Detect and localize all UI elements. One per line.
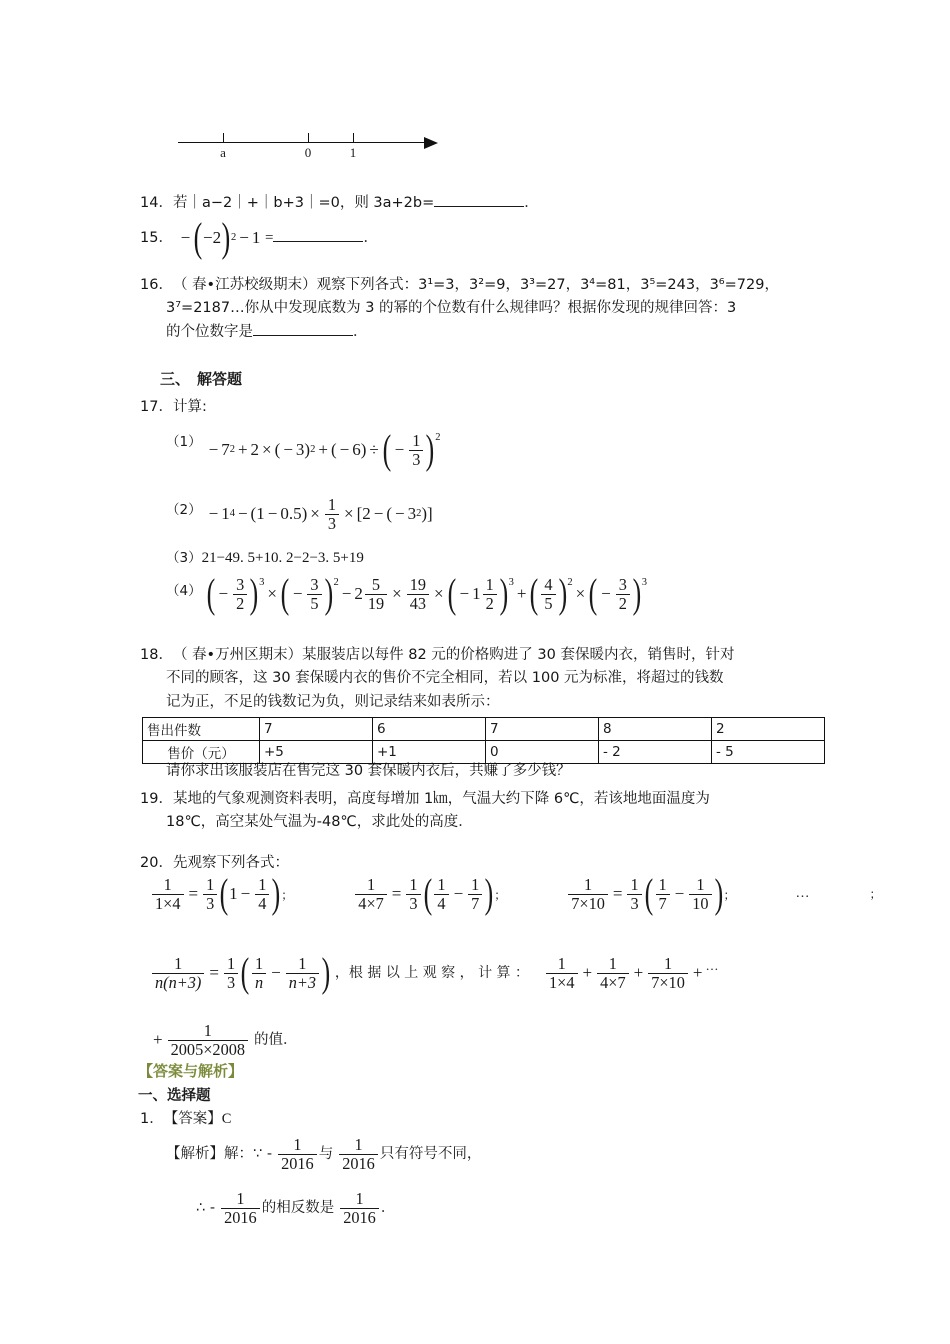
question-20 <box>140 852 289 875</box>
question-20-tail: 的值． <box>254 1031 298 1048</box>
question-19-number: 19． <box>140 791 173 807</box>
question-20-last-term-expression: + $\frac{1}{2005\times 2008}$ <box>150 1022 250 1058</box>
question-15-equals: = <box>264 230 274 246</box>
answer-item-1-number: 1． <box>140 1111 164 1127</box>
number-line-tick-0 <box>308 133 309 142</box>
section-three-number: 三、 <box>160 370 191 388</box>
section-three-title: 解答题 <box>197 370 243 388</box>
ex1-a: 1 <box>229 884 238 904</box>
answer-frac-4-num: 1 <box>355 1189 364 1208</box>
question-15-number: 15． <box>140 230 173 247</box>
table-cell-price-4: - 2 <box>599 741 712 764</box>
question-16-number: 16． <box>140 277 173 293</box>
question-18-line-1: （ 春•万州区期末）某服装店以每件 82 元的价格购进了 30 套保暖内衣，销售时，针对 <box>172 647 735 663</box>
number-line-axis <box>178 142 428 143</box>
answer-frac-1-num: 1 <box>293 1135 302 1154</box>
table-cell-units-2: 6 <box>373 718 486 741</box>
section-three-heading <box>160 368 242 389</box>
number-line-arrow-icon <box>424 137 438 149</box>
question-16-line-2: 3⁷=2187…你从中发现底数为 3 的幂的个位数有什么规律吗？根据你发现的规律回答：3 <box>166 300 737 317</box>
question-20-general-formula: $\frac{1}{n(n+3)}$ = $\frac{1}{3}$ ( $\frac{1}{n}$ − $\frac{1}{n+3}$ ) <box>150 955 331 991</box>
ex3-a: 7 <box>658 893 667 913</box>
answer-frac-2-num: 1 <box>354 1135 363 1154</box>
question-18-prompt: 请你求出该服装店在售完这 30 套保暖内衣后，共赚了多少钱？ <box>166 763 571 779</box>
question-16-period: ． <box>353 323 368 340</box>
question-20-sum: $\frac{1}{1\times 4}$ + $\frac{1}{4\times 7}$ + $\frac{1}{7\times 10}$ + … <box>544 955 718 991</box>
question-17-item-1-expression: − 7 2 + 2 × ( − 3) 2 + ( − 6) ÷ ( − $\frac{1}{3}$ ) $^2$ <box>208 426 441 473</box>
question-17-item-4-expression: ( − $\frac{3}{2}$ ) $^3$ × ( − $\frac{3}{5}$ ) $^2$ − 2 $\frac{5}{19}$ × $\frac{19}{43}$ × ( − 1 $\frac{1}{2}$ ) $^3$ + ( $\frac{4}{5}$ ) $^2$ × ( − $\frac{3}{2}$ ) $^3$ <box>206 570 648 617</box>
table-row-units-sold <box>143 718 825 741</box>
answer-item-1-conclusion <box>196 1190 395 1226</box>
number-line-label-1: 1 <box>349 145 357 160</box>
question-17-number: 17． <box>140 399 173 415</box>
question-17-item-2 <box>166 496 433 532</box>
table-header-price: 售价（元） <box>143 741 260 764</box>
question-16-line-3-text: 的个位数字是 <box>166 323 253 340</box>
table-cell-units-4: 8 <box>599 718 712 741</box>
question-20-examples <box>150 870 882 917</box>
sum-term-2: 4×7 <box>600 972 626 992</box>
question-20-label: 先观察下列各式： <box>172 855 289 871</box>
ex1-den: 1×4 <box>155 893 181 913</box>
question-18 <box>140 644 830 714</box>
question-18-number: 18． <box>140 647 173 663</box>
question-15 <box>140 215 840 261</box>
question-16-line-1: （ 春•江苏校级期末）观察下列各式：3¹=3，3²=9，3³=27，3⁴=81，3⁵=243，3⁶=729， <box>172 277 779 293</box>
gen-den: n(n+3) <box>155 972 202 992</box>
question-17-item-2-marker: （2） <box>166 501 202 518</box>
question-20-general <box>150 949 719 996</box>
question-14-period: ． <box>524 195 539 211</box>
answer-frac-1-den: 2016 <box>281 1153 314 1173</box>
table-cell-units-5: 2 <box>712 718 825 741</box>
answer-frac-3-num: 1 <box>236 1189 245 1208</box>
question-20-example-3: $\frac{1}{7\times 10}$ = $\frac{1}{3}$ ( $\frac{1}{7}$ − $\frac{1}{10}$ ) ； <box>566 876 735 912</box>
table-cell-price-2: +1 <box>373 741 486 764</box>
question-19 <box>140 788 830 835</box>
sales-table <box>142 717 825 764</box>
answer-fraction-4 <box>338 1190 381 1226</box>
answer-fraction-3 <box>219 1190 262 1226</box>
answer-conclusion-prefix: ∴ - <box>196 1199 216 1216</box>
answers-heading: 【答案与解析】 <box>138 1062 244 1080</box>
table-cell-units-3: 7 <box>486 718 599 741</box>
answer-item-1-tail-text: 只有符号不同， <box>379 1145 482 1162</box>
number-line-figure <box>178 128 448 168</box>
question-16-line-3 <box>140 321 830 344</box>
question-20-connector: ，根 据 以 上 观 察 ， 计 算 ： <box>334 964 529 981</box>
table-cell-price-3: 0 <box>486 741 599 764</box>
answer-conclusion-mid: 的相反数是 <box>261 1199 335 1216</box>
last-term-den: 2005×2008 <box>170 1039 246 1059</box>
ex2-den: 4×7 <box>358 893 384 913</box>
gen-b: n+3 <box>288 972 317 992</box>
table-header-units-sold: 售出件数 <box>143 718 260 741</box>
question-20-example-2: $\frac{1}{4\times 7}$ = $\frac{1}{3}$ ( $\frac{1}{4}$ − $\frac{1}{7}$ ) ； <box>353 876 506 912</box>
ex3-den: 7×10 <box>571 893 605 913</box>
question-16-blank[interactable] <box>253 335 353 336</box>
answer-frac-2-den: 2016 <box>342 1153 375 1173</box>
question-18-line-2: 不同的顾客，这 30 套保暖内衣的售价不完全相同，若以 100 元为标准，将超过的钱数 <box>166 670 724 687</box>
gen-a: n <box>254 972 264 992</box>
question-20-last-term <box>150 1022 298 1058</box>
question-18-line-3: 记为正，不足的钱数记为负，则记录结来如表所示： <box>166 693 500 710</box>
answer-item-1 <box>140 1108 231 1131</box>
number-line-tick-1 <box>353 133 354 142</box>
answer-item-1-label: 【答案】 <box>163 1111 222 1127</box>
ex3-b: 10 <box>692 893 709 913</box>
question-20-number: 20． <box>140 855 173 871</box>
question-15-expression: − ( −2 ) 2 − 1 <box>180 215 261 261</box>
answer-item-1-value: C <box>221 1111 232 1127</box>
sum-term-1: 1×4 <box>548 972 575 992</box>
answer-conclusion-end: ． <box>380 1199 396 1216</box>
question-15-blank[interactable] <box>273 241 363 242</box>
ex1-b: 4 <box>258 893 267 913</box>
question-17-label: 计算: <box>172 399 207 415</box>
answer-item-1-analysis <box>166 1136 481 1172</box>
answer-frac-4-den: 2016 <box>343 1207 376 1227</box>
question-16 <box>140 274 830 344</box>
answer-fraction-2 <box>337 1136 380 1172</box>
question-14-number: 14． <box>140 195 173 211</box>
answer-item-1-analysis-label: 【解析】 <box>166 1145 224 1162</box>
answer-frac-3-den: 2016 <box>224 1207 257 1227</box>
question-20-sum-ellipsis: … <box>705 958 719 974</box>
question-17-item-3-marker: （3） <box>166 550 202 566</box>
question-15-period: ． <box>363 230 378 247</box>
table-cell-price-1: +5 <box>260 741 373 764</box>
question-17 <box>140 396 207 419</box>
question-14-text: 若｜a−2｜+｜b+3｜=0，则 3a+2b= <box>172 195 435 211</box>
question-14 <box>140 192 840 215</box>
number-line-tick-a <box>223 133 224 142</box>
number-line-label-a: a <box>220 145 226 160</box>
question-20-example-1: $\frac{1}{1\times 4}$ = $\frac{1}{3}$ ( 1 − $\frac{1}{4}$ ) ； <box>150 876 293 912</box>
answer-fraction-1 <box>276 1136 319 1172</box>
question-17-item-4-marker: （4） <box>166 582 202 599</box>
number-line-label-0: 0 <box>304 145 312 160</box>
answer-item-1-mid-text: 与 <box>318 1145 334 1162</box>
question-17-item-3-expression: 21−49. 5+10. 2−2−3. 5+19 <box>201 550 364 566</box>
question-14-blank[interactable] <box>434 206 524 207</box>
ex2-b: 7 <box>471 893 480 913</box>
question-17-item-2-expression: − 1 4 − (1 − 0.5) × $\frac{1}{3}$ × [2 − ( − 3 2 )] <box>208 495 433 533</box>
question-20-examples-ellipsis: … <box>795 886 810 902</box>
question-20-examples-semicolon: ； <box>869 886 882 901</box>
question-17-item-4 <box>166 570 648 617</box>
question-17-item-3 <box>166 546 364 570</box>
question-17-item-1 <box>166 426 441 473</box>
question-17-item-1-marker: （1） <box>166 433 202 450</box>
table-cell-units-1: 7 <box>260 718 373 741</box>
sum-term-3: 7×10 <box>651 972 685 992</box>
question-19-line-1: 某地的气象观测资料表明，高度每增加 1㎞，气温大约下降 6℃，若该地地面温度为 <box>172 791 710 807</box>
answers-subheading: 一、选择题 <box>138 1088 211 1104</box>
question-19-line-2: 18℃，高空某处气温为-48℃，求此处的高度． <box>166 814 473 831</box>
ex2-a: 4 <box>437 893 446 913</box>
table-cell-price-5: - 5 <box>712 741 825 764</box>
answer-item-1-analysis-intro: 解：∵ - <box>224 1145 273 1162</box>
